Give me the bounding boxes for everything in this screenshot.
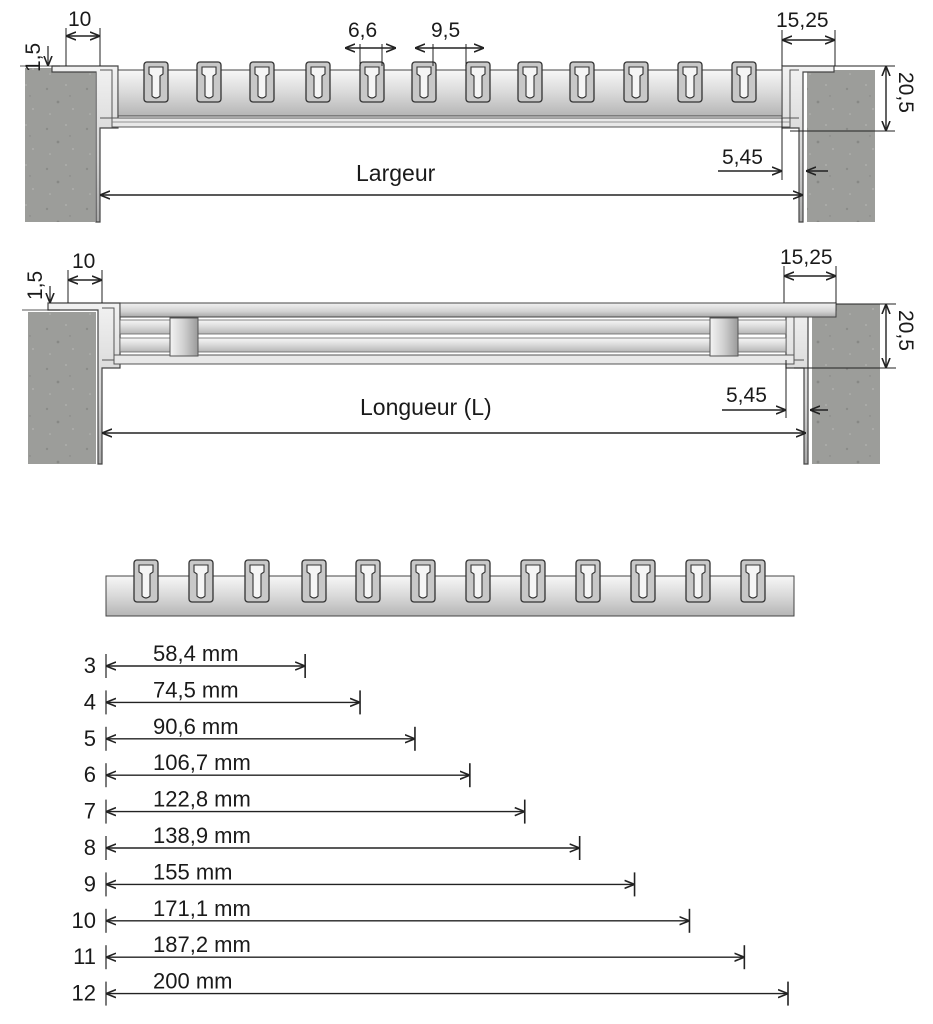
size-row-width: 122,8 mm [153,786,251,812]
size-tooth-3 [245,560,269,602]
size-tooth-12 [741,560,765,602]
size-row-width: 90,6 mm [153,713,239,739]
top-tooth-6 [412,62,436,102]
top-dim-tooth-gap: 9,5 [431,19,461,42]
size-row [84,641,305,678]
size-row-width: 106,7 mm [153,750,251,776]
top-dim-tooth-width: 6,6 [348,19,378,42]
size-row [84,823,580,860]
size-row-count: 8 [83,835,96,860]
size-section [72,560,794,1006]
size-row-width: 187,2 mm [153,932,251,958]
middle-rail-2 [120,338,786,352]
top-dim-clearance: 5,45 [722,146,763,169]
size-rows [72,641,788,1006]
size-row [73,932,744,969]
middle-top-plate [120,303,836,317]
middle-dim-height: 20,5 [894,310,917,351]
size-tooth-11 [686,560,710,602]
size-row-width: 58,4 mm [153,641,239,666]
size-row [84,787,525,824]
size-row-count: 12 [71,980,96,1006]
top-bar-bottom-rail [112,118,790,127]
right-concrete-block-2 [812,304,880,464]
top-dim-right-rebate: 15,25 [776,9,829,32]
size-row [84,677,360,714]
size-row [84,714,415,751]
size-row [84,750,470,787]
size-tooth-4 [302,560,326,602]
left-concrete-block [25,68,95,222]
size-tooth-5 [356,560,380,602]
top-tooth-4 [306,62,330,102]
size-row [84,859,635,896]
size-row-width: 155 mm [153,859,233,885]
size-row [72,969,788,1006]
middle-dim-left-thickness: 1,5 [24,270,47,300]
size-row-width: 200 mm [153,968,233,994]
top-section-view [20,8,917,222]
size-tooth-2 [189,560,213,602]
top-tooth-2 [197,62,221,102]
top-tooth-3 [250,62,274,102]
top-tooth-12 [732,62,756,102]
top-dim-height: 20,5 [894,72,917,113]
top-dim-left-thickness: 1,5 [22,42,45,72]
top-tooth-5 [360,62,384,102]
middle-dim-left-offset: 10 [72,250,96,273]
size-row-count: 3 [83,653,96,678]
top-tooth-8 [518,62,542,102]
size-row-count: 4 [83,689,96,715]
size-tooth-6 [411,560,435,602]
middle-dim-right-rebate: 15,25 [780,246,833,269]
top-tooth-7 [466,62,490,102]
size-row-count: 9 [83,871,96,897]
size-tooth-9 [576,560,600,602]
left-concrete-block-2 [28,312,96,464]
size-row-count: 11 [73,944,96,970]
top-tooth-9 [570,62,594,102]
middle-label-length: Longueur (L) [360,394,492,420]
top-tooth-11 [678,62,702,102]
size-tooth-1 [134,560,158,602]
size-row-width: 171,1 mm [153,895,251,921]
middle-spacer-left [170,318,198,356]
size-row-width: 138,9 mm [153,823,251,848]
top-label-width: Largeur [356,160,436,186]
size-row-count: 10 [71,907,96,933]
size-tooth-10 [631,560,655,602]
top-tooth-1 [144,62,168,102]
size-row-width: 74,5 mm [153,677,239,703]
right-concrete-block [807,70,875,222]
size-tooth-8 [521,560,545,602]
middle-dim-clearance: 5,45 [726,384,767,407]
top-dim-left-offset: 10 [68,8,92,31]
top-tooth-10 [624,62,648,102]
size-row-count: 5 [83,725,96,751]
middle-rail-1 [120,320,786,334]
size-tooth-7 [466,560,490,602]
middle-bottom-rail [114,355,794,364]
size-row [72,896,690,933]
middle-section-view [22,246,917,464]
size-row-count: 6 [83,762,96,788]
size-row-count: 7 [83,798,96,824]
middle-spacer-right [710,318,738,356]
